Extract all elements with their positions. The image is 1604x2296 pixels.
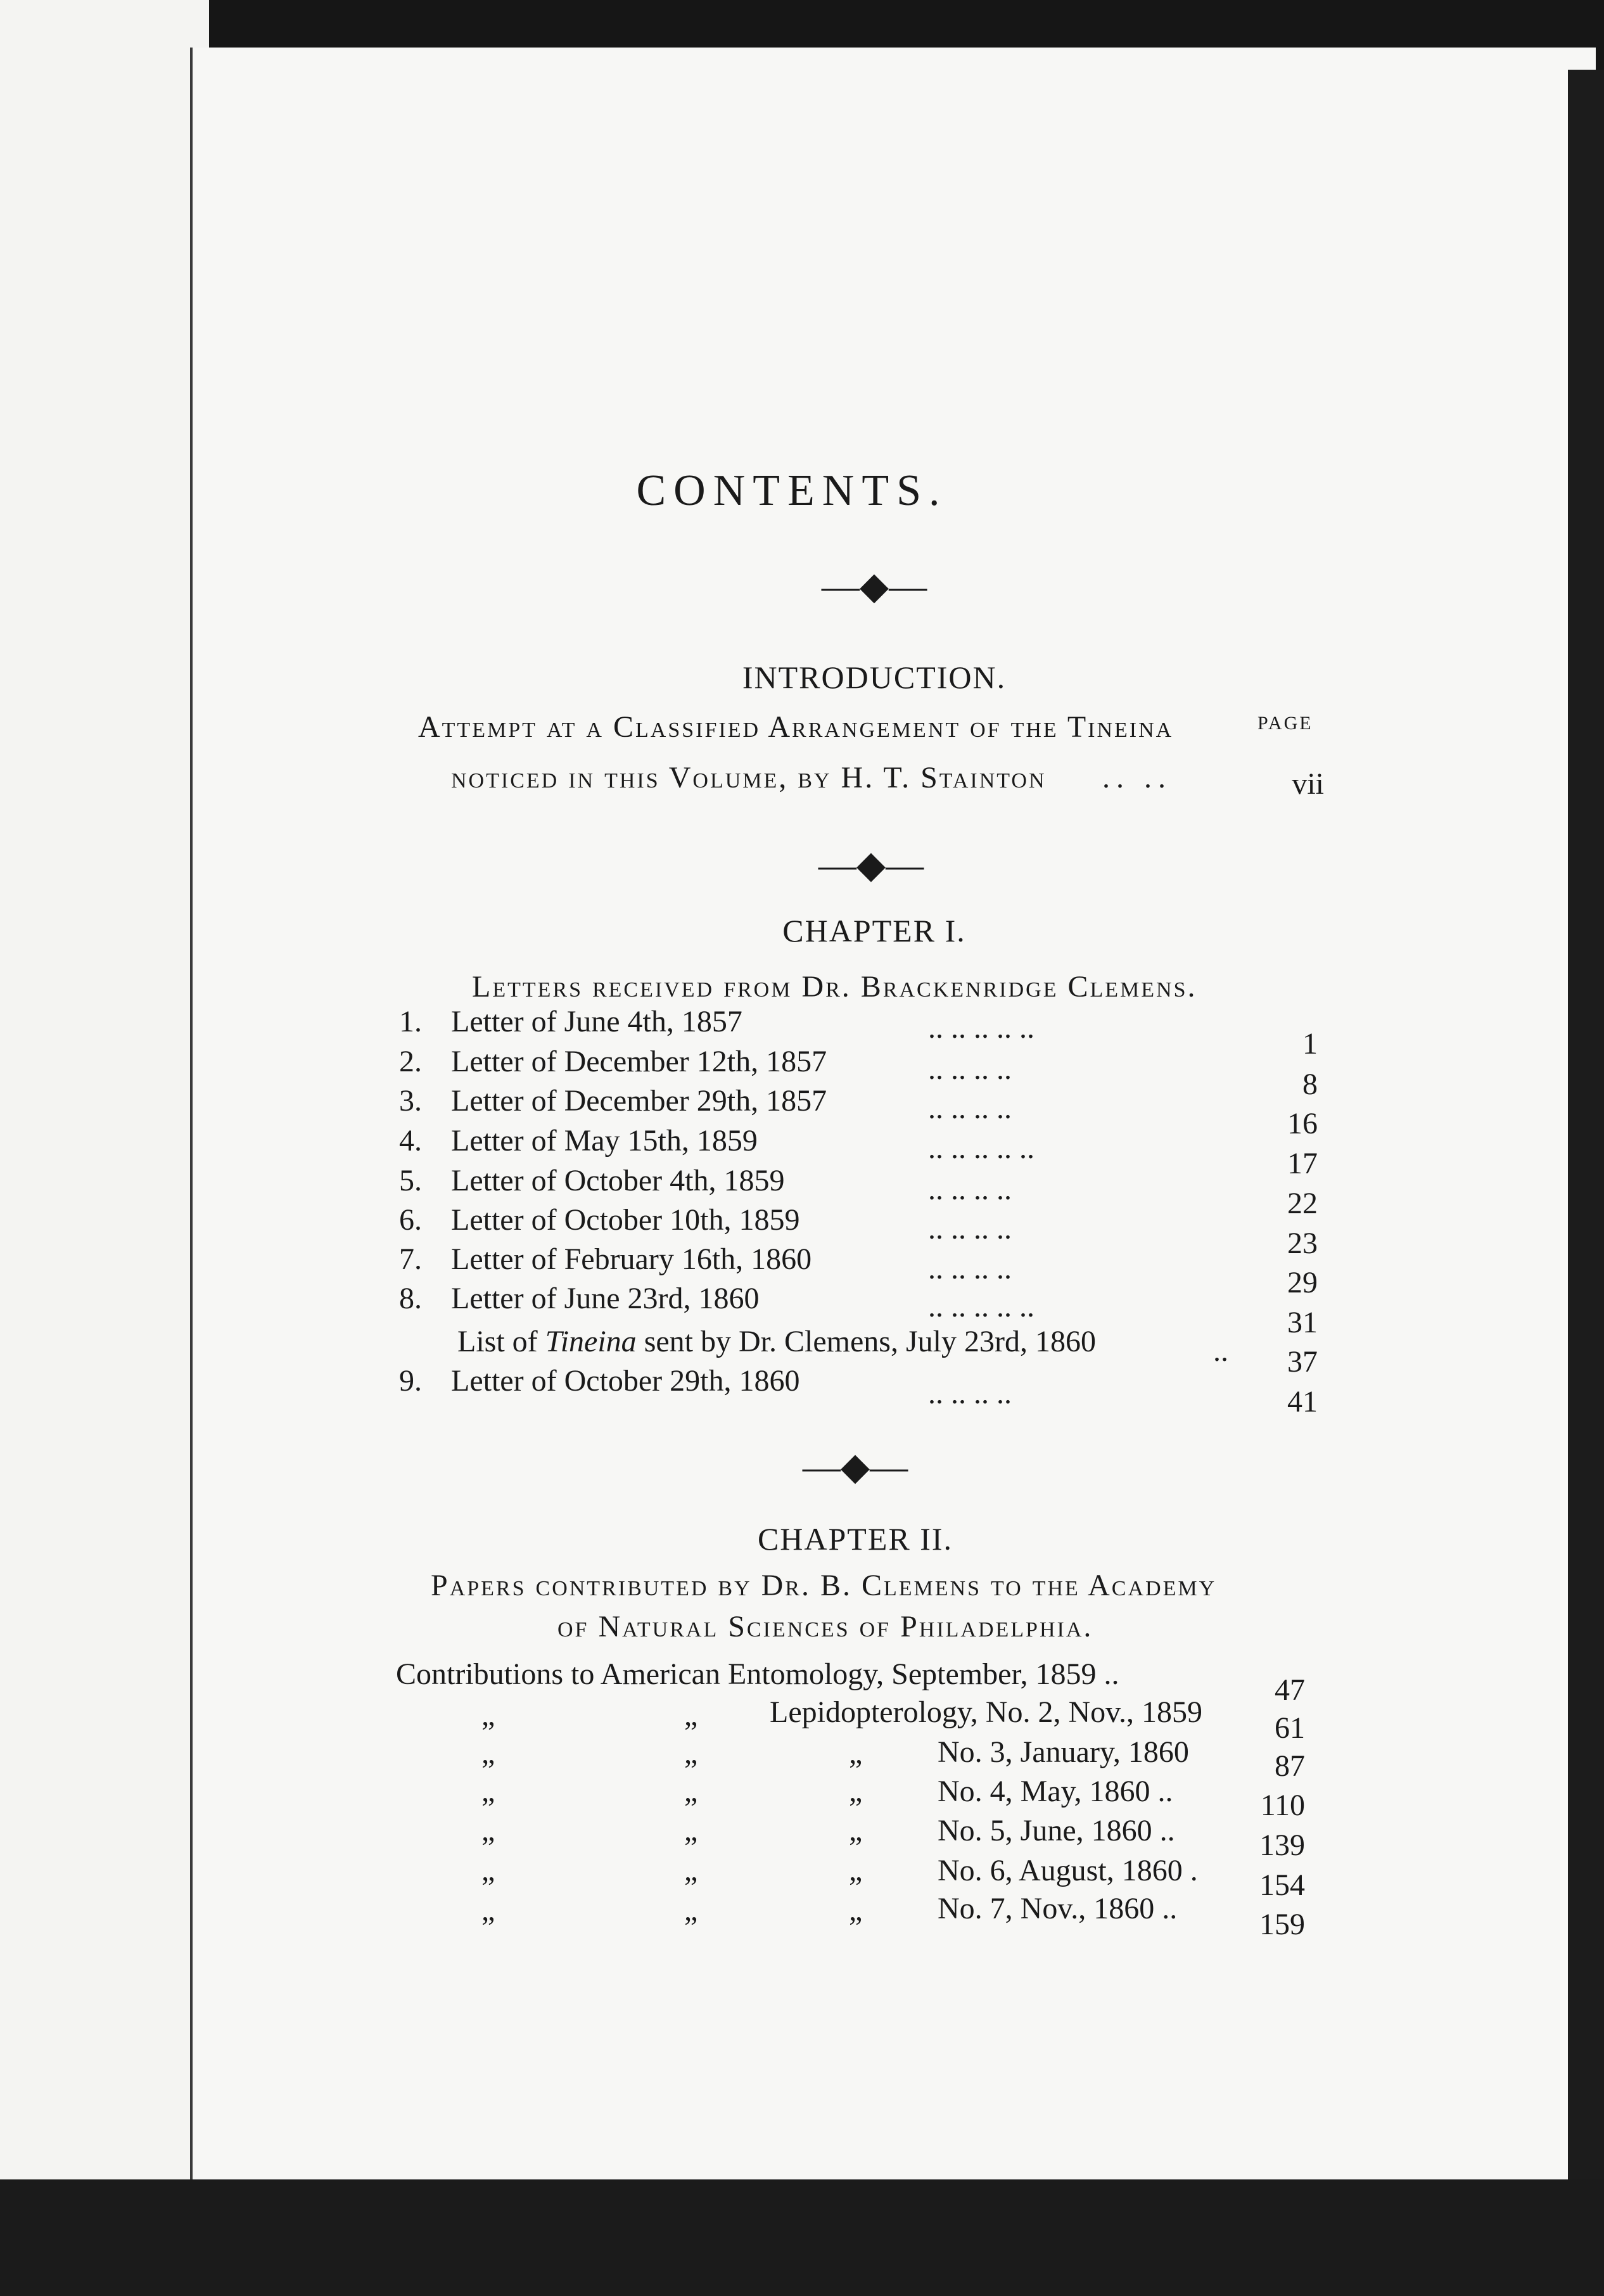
entry-number: 4.	[399, 1124, 422, 1158]
chapter-2-subheading-line-2: of Natural Sciences of Philadelphia.	[557, 1610, 1093, 1643]
leader-dots: .. .. .. ..	[928, 1052, 1012, 1086]
entry-title: No. 4, May, 1860 ..	[938, 1775, 1173, 1808]
leader-dots: .. .. .. ..	[928, 1212, 1012, 1246]
ditto-mark: „	[849, 1854, 863, 1887]
ditto-mark: „	[481, 1775, 495, 1808]
ditto-mark: „	[849, 1894, 863, 1927]
entry-title-prefix: List of	[457, 1325, 545, 1358]
entry-page: 154	[1259, 1868, 1305, 1902]
entry-page: 8	[1302, 1068, 1318, 1101]
entry-page: 47	[1275, 1673, 1305, 1707]
entry-page: 23	[1287, 1227, 1318, 1260]
page-title: CONTENTS.	[636, 466, 948, 515]
entry-title: Letter of October 29th, 1860	[451, 1364, 800, 1398]
leader-dots: .. .. .. ..	[928, 1173, 1012, 1206]
leader-dots: .. .. .. .. ..	[928, 1011, 1034, 1045]
entry-title: No. 7, Nov., 1860 ..	[938, 1892, 1178, 1925]
entry-title: Lepidopterology, No. 2, Nov., 1859	[770, 1695, 1203, 1729]
entry-title-italic: Tineina	[545, 1325, 637, 1358]
entry-title: Letter of December 12th, 1857	[451, 1045, 827, 1078]
entry-number: 8.	[399, 1282, 422, 1315]
entry-title: Letter of June 23rd, 1860	[451, 1282, 760, 1315]
leader-dots: ..	[1213, 1334, 1228, 1368]
entry-page: 110	[1260, 1789, 1305, 1822]
entry-title: Letter of October 10th, 1859	[451, 1203, 800, 1237]
leader-dots: .. .. .. ..	[928, 1092, 1012, 1125]
ditto-mark: „	[684, 1737, 698, 1770]
entry-title: Letter of October 4th, 1859	[451, 1164, 785, 1197]
entry-number: 6.	[399, 1203, 422, 1237]
ditto-mark: „	[481, 1699, 495, 1732]
entry-title: Letter of December 29th, 1857	[451, 1084, 827, 1118]
ornament-divider: —◆—	[802, 1446, 908, 1488]
ditto-mark: „	[684, 1699, 698, 1732]
entry-page: 41	[1287, 1385, 1318, 1419]
entry-number: 3.	[399, 1084, 422, 1118]
ditto-mark: „	[849, 1775, 863, 1808]
entry-title	[457, 1324, 1096, 1359]
ditto-mark: „	[684, 1854, 698, 1887]
entry-page: 61	[1275, 1711, 1305, 1745]
entry-title: Letter of June 4th, 1857	[451, 1005, 742, 1038]
introduction-line-1: Attempt at a Classified Arrangement of the Tineina	[418, 710, 1174, 744]
entry-number: 5.	[399, 1164, 422, 1197]
ditto-mark: „	[849, 1814, 863, 1847]
entry-page: 1	[1302, 1027, 1318, 1061]
entry-page: 159	[1259, 1908, 1305, 1941]
entry-title: Letter of February 16th, 1860	[451, 1242, 812, 1276]
introduction-leader-dots: .. ..	[1102, 761, 1172, 794]
leader-dots: .. .. .. .. ..	[928, 1290, 1034, 1323]
entry-page: 139	[1259, 1828, 1305, 1862]
entry-number: 2.	[399, 1045, 422, 1078]
ditto-mark: „	[849, 1737, 863, 1770]
entry-title-suffix: sent by Dr. Clemens, July 23rd, 1860	[636, 1325, 1096, 1358]
entry-number: 1.	[399, 1005, 422, 1038]
ditto-mark: „	[684, 1814, 698, 1847]
entry-title: No. 6, August, 1860 .	[938, 1854, 1198, 1887]
introduction-page: vii	[1292, 767, 1324, 801]
chapter-2-heading: CHAPTER II.	[757, 1521, 953, 1557]
entry-page: 87	[1275, 1749, 1305, 1783]
chapter-1-heading: CHAPTER I.	[782, 913, 966, 948]
ornament-divider: —◆—	[818, 844, 924, 886]
entry-title: Letter of May 15th, 1859	[451, 1124, 758, 1158]
chapter-2-subheading-line-1: Papers contributed by Dr. B. Clemens to the Academy	[431, 1569, 1217, 1602]
facing-page	[0, 0, 209, 2296]
ditto-mark: „	[481, 1814, 495, 1847]
entry-page: 31	[1287, 1306, 1318, 1339]
ornament-divider: —◆—	[821, 565, 927, 607]
chapter-1-subheading: Letters received from Dr. Brackenridge Clemens.	[472, 970, 1197, 1004]
leader-dots: .. .. .. ..	[928, 1377, 1012, 1410]
entry-title: No. 3, January, 1860	[938, 1735, 1189, 1769]
scan-background-right	[1568, 70, 1604, 2296]
contents-page	[190, 48, 1596, 2274]
introduction-line-2: noticed in this Volume, by H. T. Stainton	[451, 761, 1047, 794]
ditto-mark: „	[481, 1737, 495, 1770]
ditto-mark: „	[481, 1894, 495, 1927]
entry-page: 16	[1287, 1107, 1318, 1140]
entry-title: Contributions to American Entomology, September, 1859 ..	[396, 1657, 1119, 1691]
page-column-label: PAGE	[1257, 713, 1313, 734]
entry-number: 7.	[399, 1242, 422, 1276]
scan-background-bottom	[0, 2179, 1604, 2296]
entry-page: 37	[1287, 1345, 1318, 1379]
entry-number: 9.	[399, 1364, 422, 1398]
entry-title: No. 5, June, 1860 ..	[938, 1814, 1175, 1847]
ditto-mark: „	[684, 1775, 698, 1808]
ditto-mark: „	[684, 1894, 698, 1927]
entry-page: 17	[1287, 1147, 1318, 1180]
entry-page: 29	[1287, 1266, 1318, 1299]
leader-dots: .. .. .. .. ..	[928, 1132, 1034, 1165]
introduction-heading: INTRODUCTION.	[742, 660, 1007, 695]
entry-page: 22	[1287, 1187, 1318, 1220]
leader-dots: .. .. .. ..	[928, 1252, 1012, 1285]
ditto-mark: „	[481, 1854, 495, 1887]
